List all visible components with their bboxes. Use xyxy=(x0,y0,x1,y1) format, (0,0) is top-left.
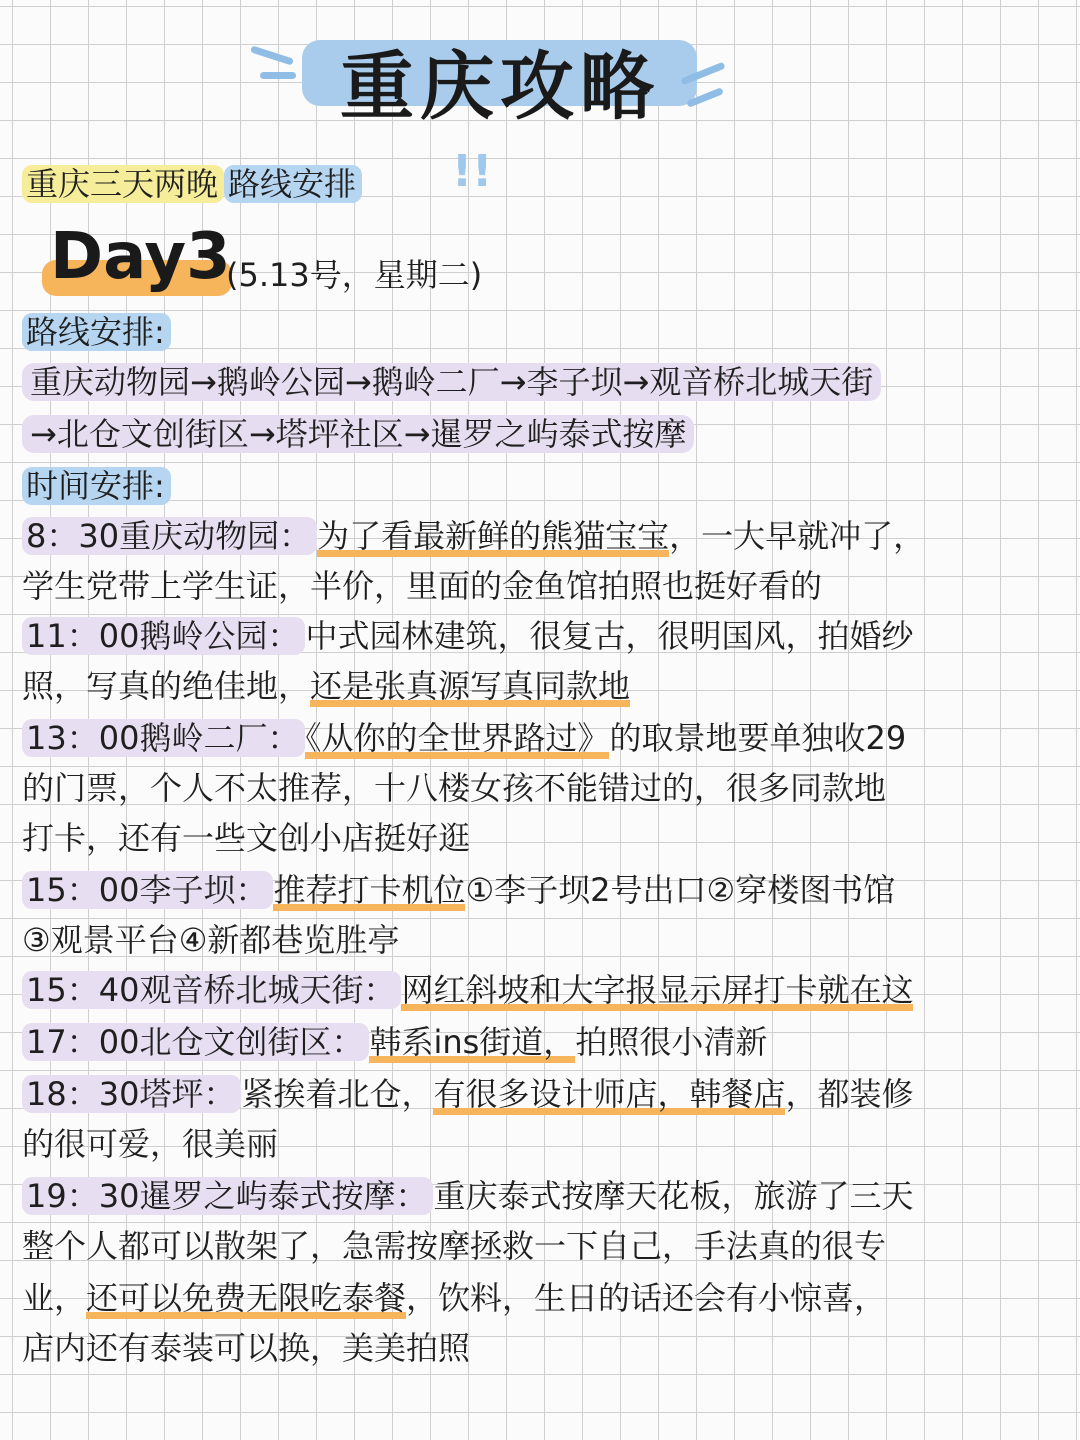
schedule-item-eling-factory-line2 xyxy=(22,764,886,812)
route-heading xyxy=(22,308,171,356)
schedule-highlight: 有很多设计师店，韩餐店 xyxy=(433,1075,786,1113)
schedule-text: ③观景平台④新都巷览胜亭 xyxy=(22,921,400,959)
schedule-item-eling-factory-line3 xyxy=(22,814,470,862)
schedule-item-massage-line2 xyxy=(22,1222,886,1270)
route-line-1-text: 重庆动物园→鹅岭公园→鹅岭二厂→李子坝→观音桥北城天街 xyxy=(22,363,881,401)
schedule-text: 的取景地要单独收29 xyxy=(609,719,907,757)
schedule-text: 照，写真的绝佳地， xyxy=(22,667,311,705)
route-line-2-text: →北仓文创街区→塔坪社区→暹罗之屿泰式按摩 xyxy=(22,415,694,453)
schedule-highlight: 韩系ins街道， xyxy=(369,1023,576,1061)
schedule-text: 重庆泰式按摩天花板，旅游了三天 xyxy=(433,1177,914,1215)
schedule-highlight: 还可以免费无限吃泰餐 xyxy=(86,1279,407,1317)
exclamation-mark: !! xyxy=(452,146,493,197)
day-date: (5.13号，星期二) xyxy=(226,256,483,294)
schedule-text: ，都装修 xyxy=(785,1075,914,1113)
schedule-text: 拍照很小清新 xyxy=(575,1023,768,1061)
schedule-text: 业， xyxy=(22,1279,87,1317)
schedule-highlight: 网红斜坡和大字报显示屏打卡就在这 xyxy=(401,971,914,1009)
schedule-item-liziba xyxy=(22,866,895,914)
schedule-time: 13：00鹅岭二厂： xyxy=(22,719,305,757)
schedule-text: 学生党带上学生证，半价，里面的金鱼馆拍照也挺好看的 xyxy=(22,567,823,605)
schedule-text: 紧挨着北仓， xyxy=(241,1075,434,1113)
subtitle-part1: 重庆三天两晚 xyxy=(22,165,224,203)
schedule-item-guanyinqiao xyxy=(22,966,913,1014)
schedule-item-beicang xyxy=(22,1018,767,1066)
schedule-time: 15：40观音桥北城天街： xyxy=(22,971,401,1009)
route-line-2 xyxy=(22,410,694,458)
schedule-item-eling-park xyxy=(22,612,913,660)
schedule-time: 15：00李子坝： xyxy=(22,871,273,909)
subtitle xyxy=(22,160,362,208)
schedule-time: 8：30重庆动物园： xyxy=(22,517,317,555)
day-header xyxy=(36,214,576,304)
schedule-item-zoo-line2 xyxy=(22,562,822,610)
schedule-text: 打卡，还有一些文创小店挺好逛 xyxy=(22,819,471,857)
schedule-highlight: 为了看最新鲜的熊猫宝宝 xyxy=(317,517,670,555)
subtitle-part2: 路线安排 xyxy=(224,165,362,203)
schedule-item-taping-line2 xyxy=(22,1120,278,1168)
schedule-time: 17：00北仓文创街区： xyxy=(22,1023,369,1061)
schedule-time: 18：30塔坪： xyxy=(22,1075,241,1113)
schedule-item-eling-factory xyxy=(22,714,906,762)
time-heading-label: 时间安排: xyxy=(22,467,171,505)
schedule-item-zoo xyxy=(22,512,925,560)
schedule-time: 11：00鹅岭公园： xyxy=(22,617,305,655)
title-block xyxy=(240,18,760,128)
schedule-text: 中式园林建筑，很复古，很明国风，拍婚纱 xyxy=(305,617,914,655)
schedule-highlight: 推荐打卡机位 xyxy=(273,871,466,909)
schedule-highlight: 还是张真源写真同款地 xyxy=(310,667,631,705)
schedule-item-massage-line3 xyxy=(22,1274,886,1322)
schedule-item-liziba-line2 xyxy=(22,916,399,964)
schedule-item-eling-park-line2 xyxy=(22,662,630,710)
schedule-text: 的门票，个人不太推荐，十八楼女孩不能错过的，很多同款地 xyxy=(22,769,887,807)
schedule-text: 整个人都可以散架了，急需按摩拯救一下自己，手法真的很专 xyxy=(22,1227,887,1265)
day-label: Day3 xyxy=(50,220,231,294)
schedule-text: ，一大早就冲了， xyxy=(669,517,926,555)
schedule-text: ①李子坝2号出口②穿楼图书馆 xyxy=(465,871,896,909)
page-title: 重庆攻略 xyxy=(340,44,660,130)
route-heading-label: 路线安排: xyxy=(22,313,171,351)
route-line-1 xyxy=(22,358,881,406)
schedule-time: 19：30暹罗之屿泰式按摩： xyxy=(22,1177,433,1215)
time-heading xyxy=(22,462,171,510)
schedule-highlight: 《从你的全世界路过》 xyxy=(305,719,610,757)
schedule-text: 店内还有泰装可以换，美美拍照 xyxy=(22,1329,471,1367)
schedule-item-massage-line4 xyxy=(22,1324,470,1372)
schedule-item-massage xyxy=(22,1172,913,1220)
schedule-text: 的很可爱，很美丽 xyxy=(22,1125,279,1163)
schedule-item-taping xyxy=(22,1070,914,1118)
schedule-text: ，饮料，生日的话还会有小惊喜， xyxy=(406,1279,887,1317)
